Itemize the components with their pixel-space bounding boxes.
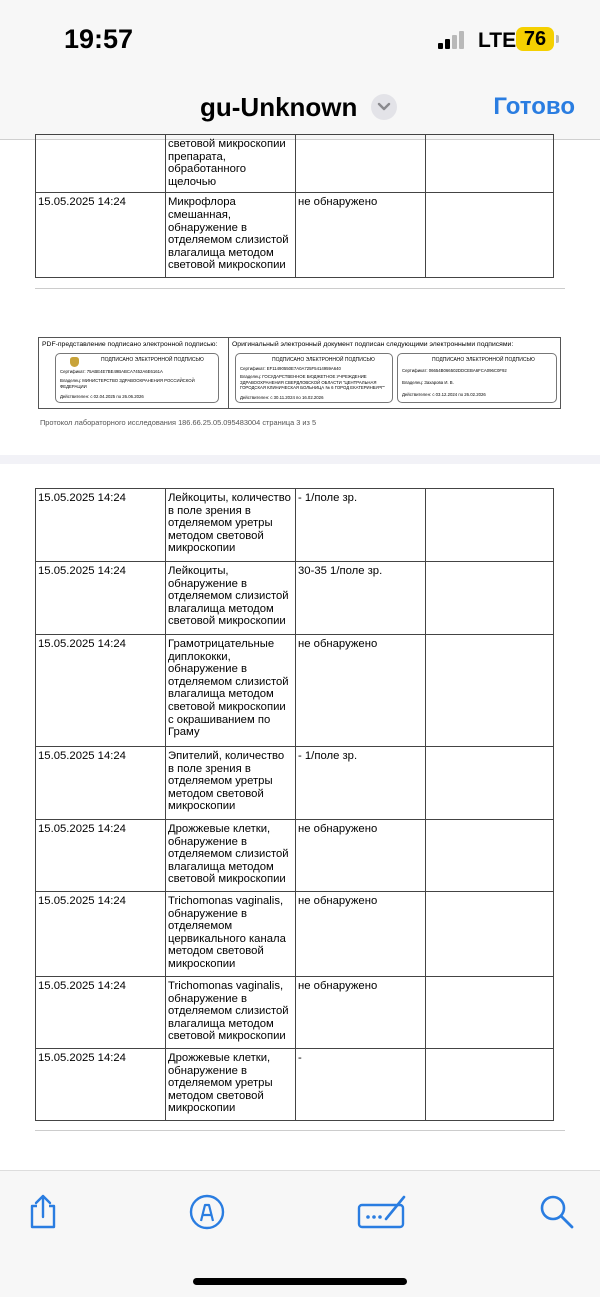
stamp-owner: Владелец: Захарова И. В. <box>402 380 454 385</box>
cellular-signal-icon <box>438 31 468 49</box>
signature-stamp <box>397 353 557 403</box>
battery-tip <box>556 35 559 43</box>
stamp-owner: Владелец: ГОСУДАРСТВЕННОЕ БЮДЖЕТНОЕ УЧРЕЖДЕНИЕ ЗДРАВООХРАНЕНИЯ СВЕРДЛОВСКОЙ ОБЛАСТИ "ЦЕНТРАЛЬНАЯ ГОРОДСКАЯ КЛИНИЧЕСКАЯ БОЛЬНИЦА № 6 ГОРОД ЕКАТЕРИНБУРГ" <box>240 374 385 390</box>
done-button[interactable]: Готово <box>493 93 575 120</box>
stamp-owner: Владелец: МИНИСТЕРСТВО ЗДРАВООХРАНЕНИЯ РОССИЙСКОЙ ФЕДЕРАЦИИ <box>60 378 195 389</box>
table-cell-result: не обнаружено <box>296 977 426 1049</box>
stamp-certificate: Сертификат: 75ABE4E7BE49BABCA7452A6E6161A <box>60 369 163 374</box>
table-cell-note <box>426 489 554 562</box>
table-cell-test: Микрофлора смешанная, обнаружение в отделяемом слизистой влагалища методом световой микроскопии <box>166 193 296 278</box>
table-cell-test: Лейкоциты, количество в поле зрения в отделяемом уретры методом световой микроскопии <box>166 489 296 562</box>
table-row <box>36 820 554 892</box>
coat-of-arms-icon <box>70 357 79 367</box>
markup-icon[interactable] <box>188 1193 226 1231</box>
network-type: LTE <box>478 29 517 52</box>
table-cell-note <box>426 820 554 892</box>
signature-block <box>38 337 561 409</box>
table-cell-test: Trichomonas vaginalis, обнаружение в отделяемом слизистой влагалища методом световой микроскопии <box>166 977 296 1049</box>
table-row <box>36 562 554 635</box>
table-cell-note <box>426 193 554 278</box>
page-footer: Протокол лабораторного исследования 186.66.25.05.095483004 страница 3 из 5 <box>40 418 317 427</box>
results-table <box>35 134 554 278</box>
signature-icon[interactable] <box>356 1193 408 1231</box>
table-cell-result: не обнаружено <box>296 820 426 892</box>
results-table <box>35 488 554 1121</box>
signature-stamp <box>235 353 393 403</box>
table-cell-note <box>426 562 554 635</box>
page-divider <box>35 288 565 289</box>
stamp-certificate: Сертификат: 06654B066502DDCEBA6FCA096C0F92 <box>402 368 507 373</box>
signature-left-header: PDF-представление подписано электронной подписью: <box>42 341 218 348</box>
table-cell-result: - <box>296 1049 426 1121</box>
table-row <box>36 489 554 562</box>
table-cell-result: - 1/поле зр. <box>296 489 426 562</box>
table-cell-date: 15.05.2025 14:24 <box>36 1049 166 1121</box>
navigation-bar <box>0 80 600 140</box>
table-cell-result <box>296 135 426 193</box>
table-cell-test: световой микроскопии препарата, обработанного щелочью <box>166 135 296 193</box>
table-cell-test: Лейкоциты, обнаружение в отделяемом слизистой влагалища методом световой микроскопии <box>166 562 296 635</box>
stamp-title: ПОДПИСАНО ЭЛЕКТРОННОЙ ПОДПИСЬЮ <box>272 357 375 363</box>
page-divider <box>35 1130 565 1131</box>
table-cell-result: 30-35 1/поле зр. <box>296 562 426 635</box>
table-cell-result: - 1/поле зр. <box>296 747 426 820</box>
table-row <box>36 892 554 977</box>
table-row <box>36 977 554 1049</box>
home-indicator[interactable] <box>193 1278 407 1285</box>
stamp-validity: Действителен: с 03.12.2024 по 26.02.2026 <box>402 392 486 397</box>
document-page-3 <box>0 140 600 455</box>
status-bar <box>0 0 600 80</box>
document-title[interactable]: gu-Unknown <box>200 92 358 122</box>
table-cell-note <box>426 135 554 193</box>
battery-icon: 76 <box>516 27 554 51</box>
table-cell-date: 15.05.2025 14:24 <box>36 489 166 562</box>
table-cell-date: 15.05.2025 14:24 <box>36 193 166 278</box>
table-cell-note <box>426 977 554 1049</box>
document-page-4 <box>0 464 600 1170</box>
table-row <box>36 635 554 747</box>
table-cell-test: Грамотрицательные диплококки, обнаружение в отделяемом слизистой влагалища методом световой микроскопии с окрашиванием по Граму <box>166 635 296 747</box>
table-row <box>36 1049 554 1121</box>
stamp-title: ПОДПИСАНО ЭЛЕКТРОННОЙ ПОДПИСЬЮ <box>101 357 204 363</box>
table-cell-note <box>426 1049 554 1121</box>
stamp-validity: Действителен: с 02.04.2025 по 26.06.2026 <box>60 394 144 399</box>
table-cell-date: 15.05.2025 14:24 <box>36 562 166 635</box>
signature-left-panel <box>39 338 229 408</box>
table-cell-note <box>426 747 554 820</box>
share-icon[interactable] <box>26 1193 60 1231</box>
status-time: 19:57 <box>64 24 134 54</box>
table-cell-note <box>426 635 554 747</box>
table-row <box>36 193 554 278</box>
title-menu-button[interactable] <box>371 94 397 120</box>
table-cell-date: 15.05.2025 14:24 <box>36 635 166 747</box>
table-cell-test: Дрожжевые клетки, обнаружение в отделяемом уретры методом световой микроскопии <box>166 1049 296 1121</box>
table-row <box>36 747 554 820</box>
stamp-certificate: Сертификат: EF11490550E7A0A725F5414959A640 <box>240 366 341 371</box>
table-cell-date <box>36 135 166 193</box>
table-cell-test: Эпителий, количество в поле зрения в отделяемом уретры методом световой микроскопии <box>166 747 296 820</box>
table-cell-date: 15.05.2025 14:24 <box>36 892 166 977</box>
chevron-down-icon <box>371 94 397 120</box>
signature-stamp <box>55 353 219 403</box>
signature-right-header: Оригинальный электронный документ подписан следующими электронными подписями: <box>232 341 514 348</box>
table-cell-test: Дрожжевые клетки, обнаружение в отделяемом слизистой влагалища методом световой микроскопии <box>166 820 296 892</box>
table-cell-result: не обнаружено <box>296 892 426 977</box>
table-cell-note <box>426 892 554 977</box>
stamp-title: ПОДПИСАНО ЭЛЕКТРОННОЙ ПОДПИСЬЮ <box>432 357 535 363</box>
table-row <box>36 135 554 193</box>
table-cell-result: не обнаружено <box>296 635 426 747</box>
table-cell-date: 15.05.2025 14:24 <box>36 977 166 1049</box>
table-cell-result: не обнаружено <box>296 193 426 278</box>
search-icon[interactable] <box>538 1193 576 1231</box>
table-cell-date: 15.05.2025 14:24 <box>36 820 166 892</box>
table-cell-test: Trichomonas vaginalis, обнаружение в отделяемом цервикального канала методом световой микроскопии <box>166 892 296 977</box>
table-cell-date: 15.05.2025 14:24 <box>36 747 166 820</box>
stamp-validity: Действителен: с 30.11.2024 по 16.02.2026 <box>240 395 324 400</box>
